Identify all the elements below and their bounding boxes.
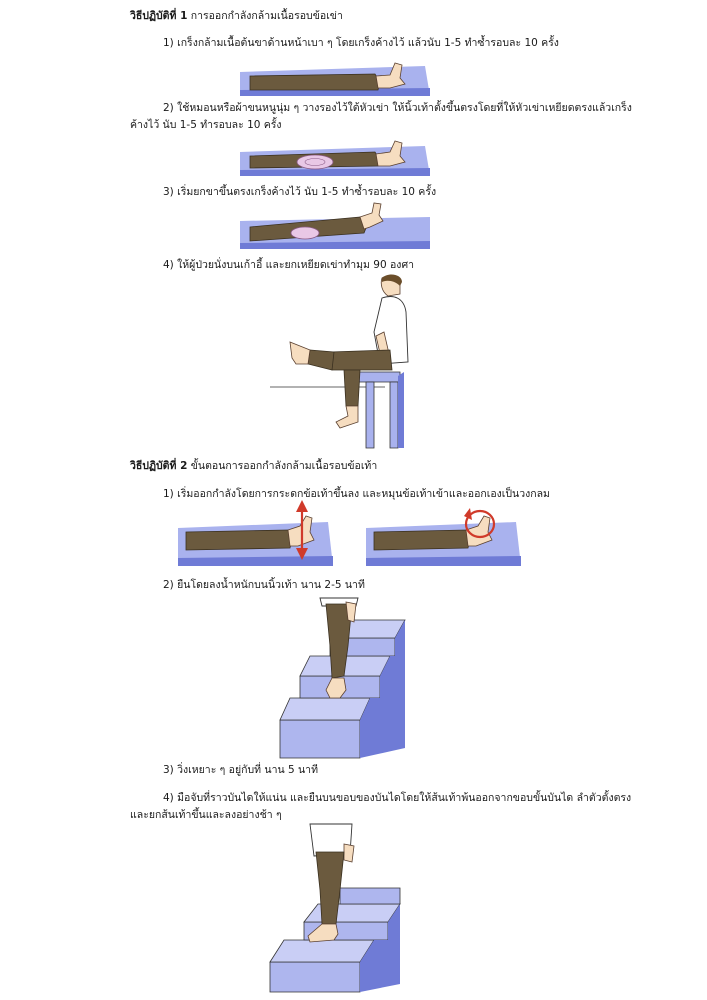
method1-step2-line2: ค้างไว้ นับ 1-5 ทำรอบละ 10 ครั้ง [130,119,282,131]
method1-heading-title: การออกกำลังกล้ามเนื้อรอบข้อเข่า [190,10,343,22]
heel-raise-stairs-illustration [270,824,410,994]
tiptoe-stairs-illustration [280,598,410,760]
method1-heading [130,8,343,24]
leg-raise-illustration [240,203,435,251]
method1-step1: 1) เกร็งกล้ามเนื้อต้นขาด้านหน้าเบา ๆ โดยเกร็งค้างไว้ แล้วนับ 1-5 ทำซ้ำรอบละ 10 ครั้ง [163,37,559,49]
method2-step1: 1) เริ่มออกกำลังโดยการกระดกข้อเท้าขึ้นลง และหมุนข้อเท้าเข้าและออกเองเป็นวงกลม [163,488,550,500]
method2-step3: 3) วิ่งเหยาะ ๆ อยู่กับที่ นาน 5 นาที [163,764,318,776]
ankle-rotation-illustration [366,500,526,570]
method1-step3: 3) เริ่มยกขาขึ้นตรงเกร็งค้างไว้ นับ 1-5 ทำซ้ำรอบละ 10 ครั้ง [163,186,437,198]
seated-knee-extension-illustration [270,272,420,452]
leg-flat-illustration [240,60,435,100]
ankle-flex-illustration [178,500,338,570]
method2-step4-line1: 4) มือจับที่ราวบันไดให้แน่น และยืนบนขอบของบันไดโดยให้ส้นเท้าพ้นออกจากขอบขั้นบันได ลำตัวตั้งตรง [163,792,632,804]
method1-heading-label: วิธีปฏิบัติที่ 1 [130,10,188,22]
method2-heading-title: ขั้นตอนการออกกำลังกล้ามเนื้อรอบข้อเท้า [190,460,378,472]
pillow-under-knee-illustration [240,140,435,180]
method2-step2: 2) ยืนโดยลงน้ำหนักบนนิ้วเท้า นาน 2-5 นาที [163,579,365,591]
method1-step4: 4) ให้ผู้ป่วยนั่งบนเก้าอี้ และยกเหยียดเข่าทำมุม 90 องศา [163,259,415,271]
method2-heading [130,458,377,474]
method2-step4-line2: และยกส้นเท้าขึ้นและลงอย่างช้า ๆ [130,809,282,821]
method1-step2-line1: 2) ใช้หมอนหรือผ้าขนหนูนุ่ม ๆ วางรองไว้ใต้หัวเข่า ให้นิ้วเท้าตั้งขึ้นตรงโดยที่ให้หัวเข่าเหยียดตรงแล้วเกร็ง [163,102,632,114]
method2-heading-label: วิธีปฏิบัติที่ 2 [130,460,188,472]
